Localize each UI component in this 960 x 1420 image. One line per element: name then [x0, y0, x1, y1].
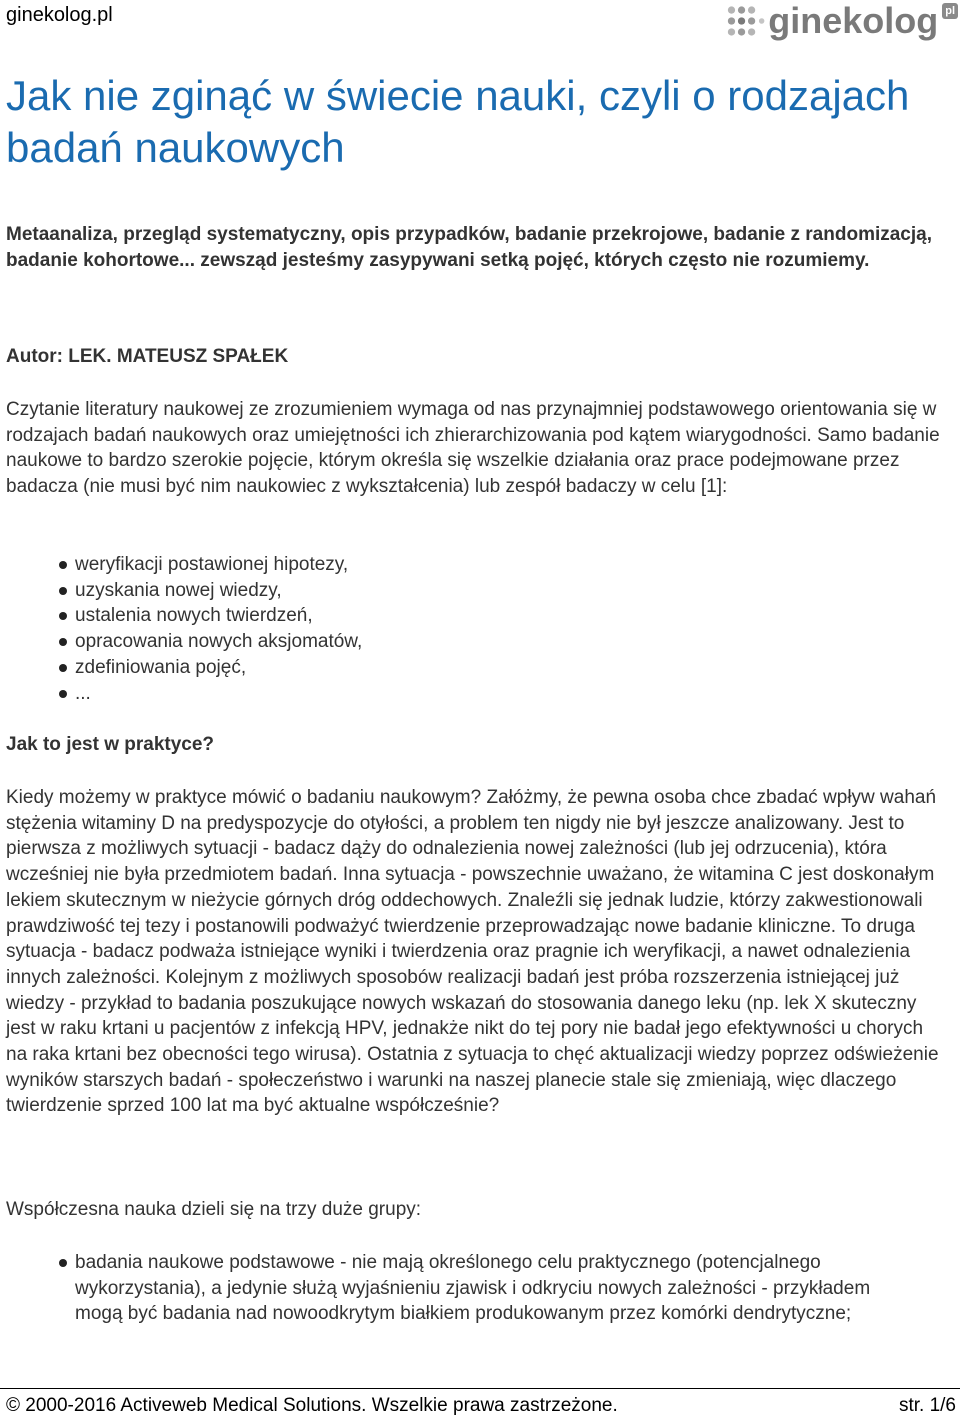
list-item-text: zdefiniowania pojęć, — [75, 656, 247, 678]
article-lead: Metaanaliza, przegląd systematyczny, opis przypadków, badanie przekrojowe, badanie z randomizacją, badanie kohortowe... zewsząd jesteśmy zasypywani setką pojęć, których często nie rozumiemy. — [6, 224, 932, 271]
logo-wordmark: ginekolog — [768, 0, 939, 41]
bullet-icon — [59, 587, 67, 595]
list-item — [0, 578, 940, 604]
article-title: Jak nie zginąć w świecie nauki, czyli o rodzajach badań naukowych — [6, 72, 910, 171]
article-paragraph: Czytanie literatury naukowej ze zrozumieniem wymaga od nas przynajmniej podstawowego orientowania się w rodzajach badań naukowych oraz umiejętności ich zhierarchizowania pod kątem wiarygodności. Samo badanie naukowe to bardzo szerokie pojęcie, którym określa się wszelkie działania oraz prace podejmowane przez badacza (nie musi być nim naukowiec z wykształcenia) lub zespół badaczy w celu [1]: — [6, 399, 940, 498]
bullet-list — [0, 552, 940, 706]
list-item-text: weryfikacji postawionej hipotezy, — [75, 554, 349, 575]
site-name: ginekolog.pl — [6, 4, 113, 26]
list-item-text: ... — [75, 682, 91, 704]
list-item — [0, 681, 940, 707]
list-item — [0, 552, 940, 578]
bullet-icon — [59, 612, 67, 620]
section-heading: Jak to jest w praktyce? — [6, 734, 215, 755]
bullet-icon — [59, 664, 67, 672]
logo-dots-icon — [726, 1, 766, 41]
bullet-list — [0, 1250, 940, 1327]
copyright-text: © 2000-2016 Activeweb Medical Solutions. Wszelkie prawa zastrzeżone. — [6, 1395, 618, 1416]
list-item — [0, 629, 940, 655]
list-item-text: ustalenia nowych twierdzeń, — [75, 605, 313, 627]
list-item-text: badania naukowe podstawowe - nie mają określonego celu praktycznego (potencjalnego wykorzystania), a jedynie służą wyjaśnieniu zjawisk i odkryciu nowych zależności - przykładem mogą być badania nad nowoodkrytym białkiem produkowanym przez komórki dendrytyczne; — [75, 1252, 871, 1325]
list-item — [0, 655, 940, 681]
article-author: Autor: LEK. MATEUSZ SPAŁEK — [6, 346, 289, 367]
bullet-icon — [59, 638, 67, 646]
list-item-text: uzyskania nowej wiedzy, — [75, 579, 282, 601]
logo-badge: pl — [942, 3, 958, 19]
article-paragraph: Kiedy możemy w praktyce mówić o badaniu naukowym? Załóżmy, że pewna osoba chce zbadać wpływ wahań stężenia witaminy D na predyspozycje do otyłości, a problem ten nigdy nie był jeszcze analizowany. Jest to pierwsza z możliwych sytuacji - badacz dąży do odnalezienia nowej zależności (lub jej odrzucenia), która wcześniej nie była przedmiotem badań. Inna sytuacja - powszechnie uważano, że witamina C jest doskonałym lekiem skutecznym w nieżycie górnych dróg oddechowych. Znaleźli się jednak ludzie, którzy zakwestionowali prawdziwość tej tezy i postanowili podważyć twierdzenie przeprowadzając nowe badanie kliniczne. To druga sytuacja - badacz podważa istniejące wyniki i twierdzenia oraz pragnie ich weryfikacji, a nawet odnalezienia innych zależności. Kolejnym z możliwych sposobów realizacji badań jest próba rozszerzenia istniejącej już wiedzy - przykład to badania poszukujące nowych wskazań do stosowania danego leku (np. lek X skuteczny jest w raku krtani u pacjentów z infekcją HPV, jednakże nikt do tej pory nie badał jego efektywności u chorych na raka krtani bez obecności tego wirusa). Ostatnia z sytuacja to chęć aktualizacji wiedzy poprzez odświeżenie wyników starszych badań - społeczeństwo i warunki na naszej planecie stale się zmieniają, więc dlaczego twierdzenie sprzed 100 lat ma być aktualne współcześnie? — [6, 787, 939, 1117]
article-paragraph: Współczesna nauka dzieli się na trzy duże grupy: — [6, 1199, 422, 1220]
list-item-text: opracowania nowych aksjomatów, — [75, 631, 363, 653]
bullet-icon — [59, 1259, 67, 1267]
ginekolog-logo — [726, 0, 958, 42]
list-item — [0, 1250, 940, 1327]
list-item — [0, 603, 940, 629]
bullet-icon — [59, 690, 67, 698]
page-number: str. 1/6 — [898, 1395, 956, 1416]
bullet-icon — [59, 561, 67, 569]
page-footer — [0, 1388, 960, 1420]
